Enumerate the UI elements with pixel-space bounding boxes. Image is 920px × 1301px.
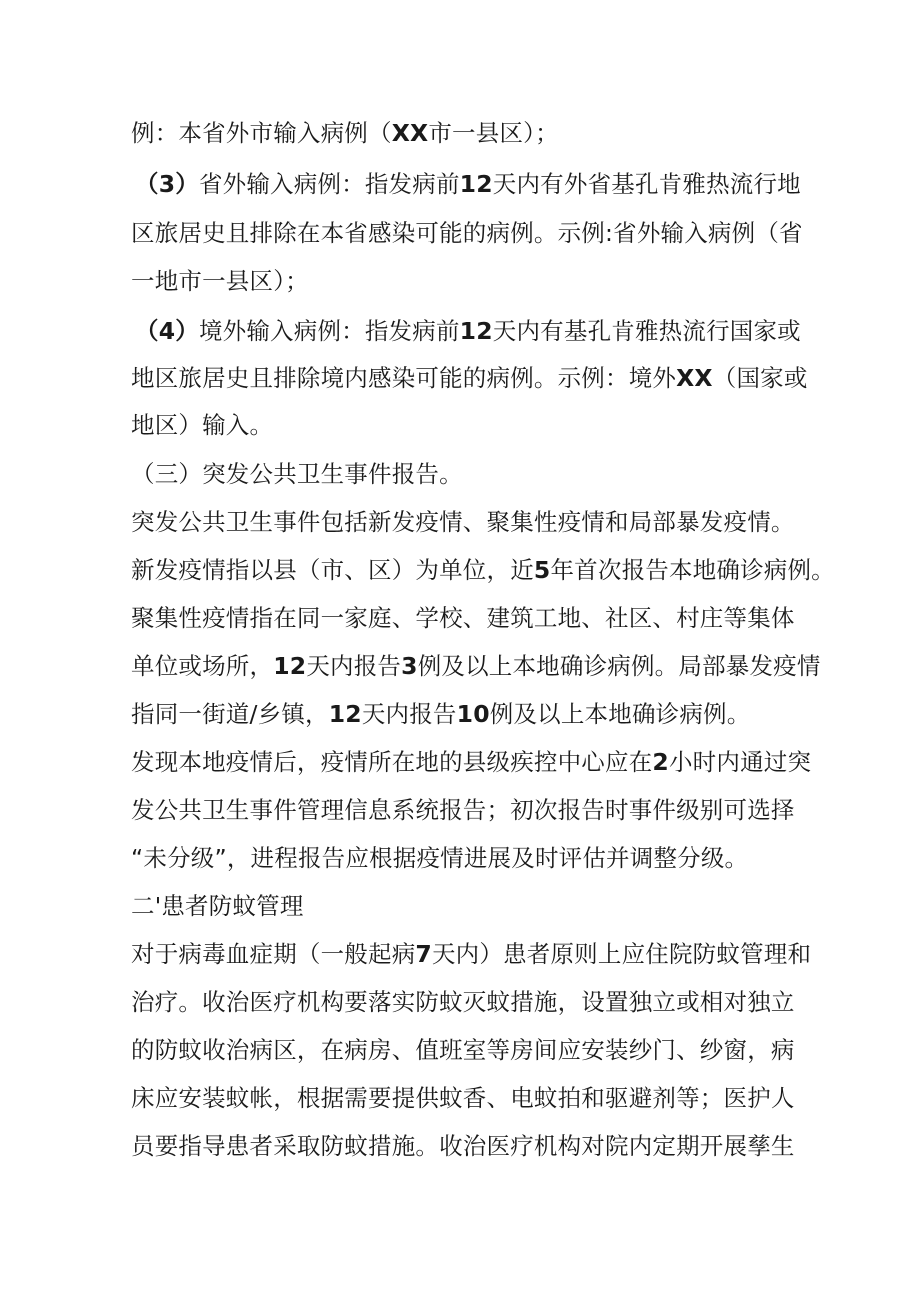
text-run: 员要指导患者采取防蚊措施。收治医疗机构对院内定期开展孳生 [131,1132,795,1160]
text-run: 天内有基孔肯雅热流行国家或 [492,317,801,345]
text-run: 发现本地疫情后，疫情所在地的县级疾控中心应在 [131,748,653,776]
text-run-bold: （4） [135,317,199,345]
text-run: 天内有外省基孔肯雅热流行地 [492,170,801,198]
text-run: 突发公共卫生事件包括新发疫情、聚集性疫情和局部暴发疫情。 [131,508,795,536]
text-run-bold: 2 [652,748,669,776]
text-run: （国家或 [712,364,808,392]
text-run: 新发疫情指以县（市、区）为单位，近 [131,556,534,584]
text-line [131,646,821,686]
text-run: 天内）患者原则上应住院防蚊管理和 [431,940,812,968]
text-line [131,790,795,830]
text-run: 的防蚊收治病区，在病房、值班室等房间应安装纱门、纱窗，病 [131,1036,795,1064]
text-run: 省外输入病例：指发病前 [198,170,460,198]
text-run-bold: （3） [135,170,199,198]
text-run-bold: 7 [415,940,432,968]
text-run-bold: 12 [273,652,307,680]
text-line [131,598,795,638]
text-line [131,113,559,153]
text-run: 天内报告 [306,652,402,680]
text-run: 市一县区）； [428,119,559,147]
text-run: 地区旅居史且排除境内感染可能的病例。示例：境外 [131,364,677,392]
text-line [131,1126,795,1166]
text-line [131,742,811,782]
text-run: “未分级”，进程报告应根据疫情进展及时评估并调整分级。 [131,844,749,872]
text-line [131,838,748,878]
text-run: 地区）输入。 [131,411,274,439]
text-run-bold: 3 [401,652,418,680]
text-line [131,405,273,445]
text-line [131,934,811,974]
text-run: （三）突发公共卫生事件报告。 [131,460,463,488]
text-line [135,311,801,351]
text-run: 例及以上本地确诊病例。 [489,700,751,728]
text-run: 一地市一县区）； [131,267,309,295]
text-run-bold: 12 [459,170,493,198]
text-run: 境外输入病例：指发病前 [198,317,460,345]
text-run: 例：本省外市输入病例（ [131,119,392,147]
text-line [131,694,750,734]
text-run: 床应安装蚊帐，根据需要提供蚊香、电蚊拍和驱避剂等；医护人 [131,1084,795,1112]
text-line [131,261,309,301]
text-line [131,213,803,253]
text-run: 单位或场所， [131,652,274,680]
text-line [131,502,795,542]
text-line [131,982,795,1022]
text-run: 聚集性疫情指在同一家庭、学校、建筑工地、社区、村庄等集体 [131,604,795,632]
text-run: 二'患者防蚊管理 [131,892,304,920]
text-run: 发公共卫生事件管理信息系统报告；初次报告时事件级别可选择 [131,796,795,824]
section-heading [131,886,304,926]
text-run: 对于病毒血症期（一般起病 [131,940,416,968]
text-line [131,1030,795,1070]
section-heading [131,454,463,494]
text-run-bold: 5 [533,556,551,584]
text-line [131,358,808,398]
text-line [135,164,801,204]
text-run: 例及以上本地确诊病例。局部暴发疫情 [417,652,821,680]
text-run: 治疗。收治医疗机构要落实防蚊灭蚊措施，设置独立或相对独立 [131,988,795,1016]
text-run: 天内报告 [361,700,457,728]
text-run-bold: XX [676,364,713,392]
text-run-bold: XX [391,119,429,147]
text-run: 区旅居史且排除在本省感染可能的病例。示例:省外输入病例（省 [131,219,803,247]
text-run-bold: 10 [456,700,490,728]
text-run: 小时内通过突 [668,748,812,776]
text-run: 年首次报告本地确诊病例。 [550,556,835,584]
text-run: 指同一街道/乡镇， [131,700,329,728]
text-line [131,1078,795,1118]
text-run-bold: 12 [459,317,493,345]
text-run-bold: 12 [328,700,362,728]
text-line [131,550,835,590]
